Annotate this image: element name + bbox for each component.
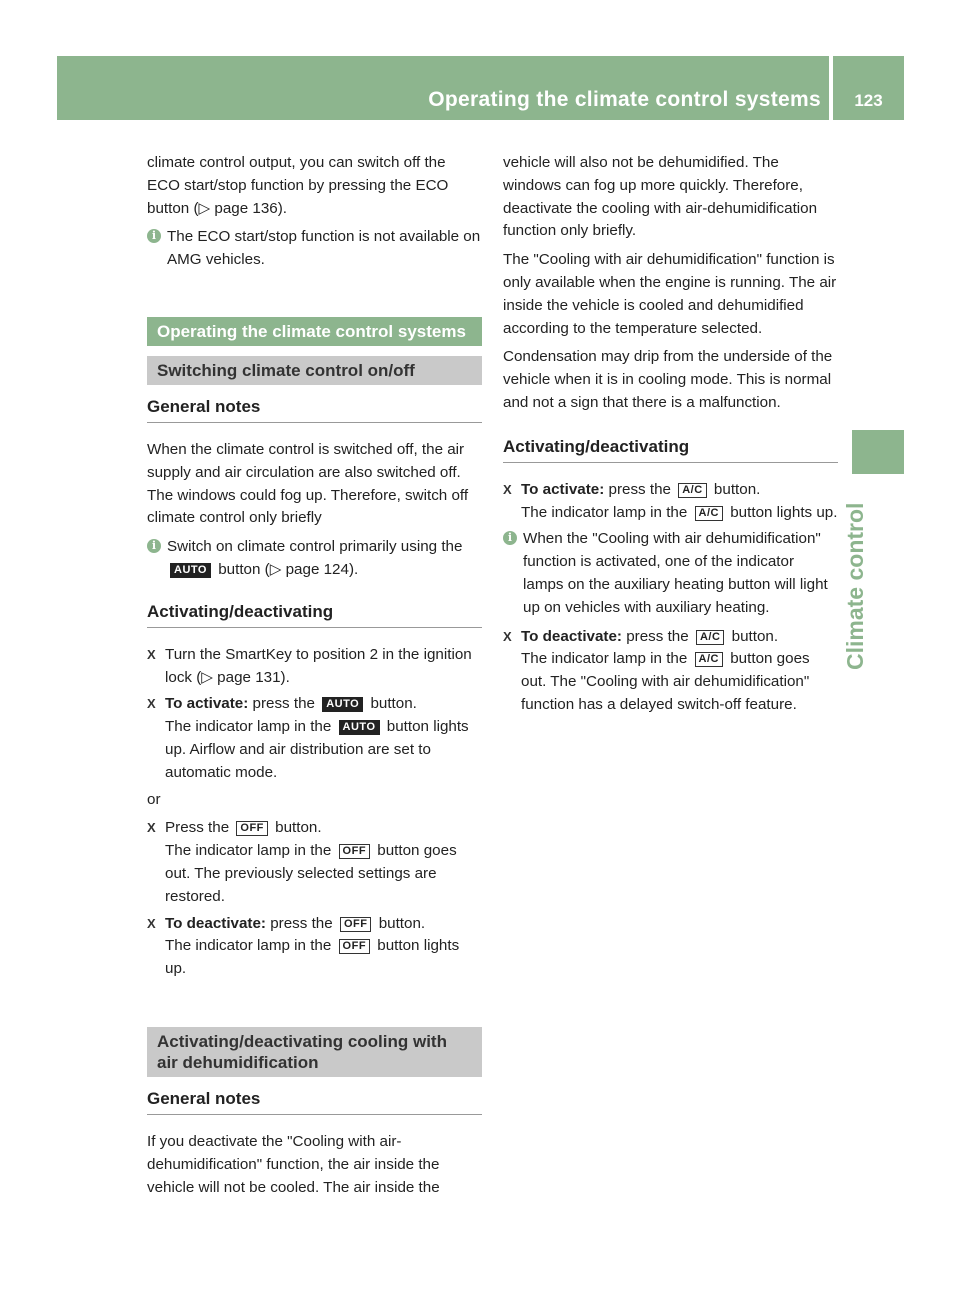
right-column: [503, 152, 838, 721]
subsection-title: Activating/deactivating cooling with air dehumidification: [147, 1027, 482, 1077]
general-notes-heading: General notes: [147, 395, 482, 423]
step-text: The indicator lamp in the: [521, 650, 688, 668]
intro-text: climate control output, you can switch off the ECO start/stop function by pressing the ECO button (▷ page 136).: [147, 154, 449, 217]
step-label: To activate:: [521, 480, 605, 498]
step-item: [503, 626, 838, 717]
step-text: button lights up.: [165, 937, 460, 978]
step-text: Press the: [165, 819, 230, 837]
step-item: [147, 817, 482, 908]
step-text: The indicator lamp in the: [165, 718, 332, 736]
info-icon: i: [147, 229, 161, 243]
step-text: Turn the SmartKey to position 2 in the ignition lock (▷ page 131).: [165, 645, 472, 686]
step-text: button.: [370, 695, 417, 713]
off-button-icon: OFF: [339, 939, 371, 954]
step-item: [147, 913, 482, 981]
step-arrow-icon: X: [503, 481, 512, 497]
step-text: press the: [252, 695, 315, 713]
step-text: button.: [713, 480, 761, 498]
step-text: button.: [378, 914, 426, 932]
section-title: Operating the climate control systems: [147, 317, 482, 346]
page-number: 123: [854, 91, 883, 110]
info-icon: i: [503, 531, 517, 545]
ac-button-icon: A/C: [678, 483, 706, 498]
info-note: [503, 528, 838, 619]
step-text: press the: [626, 627, 689, 645]
step-text: The indicator lamp in the: [521, 503, 688, 521]
info-text: When the "Cooling with air dehumidification" function is activated, one of the indicator lamps on the auxiliary heating button will light up on vehicles with auxiliary heating.: [523, 530, 828, 616]
page-title: Operating the climate control systems: [428, 88, 821, 111]
step-text: button goes out. The previously selected settings are restored.: [165, 842, 457, 905]
step-text: button.: [731, 627, 779, 645]
general-notes-text: When the climate control is switched off, the air supply and air circulation are also switched off. The windows could fog up. Therefore, switch off climate control only briefly: [147, 440, 469, 527]
paragraph: Condensation may drip from the underside of the vehicle when it is in cooling mode. This is normal and not a sign that there is a malfunction.: [503, 348, 833, 411]
or-text: or: [147, 790, 161, 808]
info-text-a: Switch on climate control primarily using the: [167, 538, 463, 556]
step-text: press the: [270, 914, 333, 932]
step-text: The indicator lamp in the: [165, 842, 332, 860]
chapter-label: Climate control: [842, 502, 868, 670]
step-text: button lights up.: [730, 503, 838, 521]
step-item: [147, 693, 482, 784]
step-arrow-icon: X: [147, 696, 156, 712]
step-text: button lights up. Airflow and air distribution are set to automatic mode.: [165, 718, 469, 781]
step-arrow-icon: X: [503, 628, 512, 644]
step-text: press the: [608, 480, 671, 498]
step-arrow-icon: X: [147, 646, 156, 662]
info-icon: i: [147, 539, 161, 553]
step-label: To deactivate:: [165, 914, 266, 932]
step-arrow-icon: X: [147, 915, 156, 931]
info-note: [147, 226, 482, 272]
general-notes-heading: General notes: [147, 1087, 482, 1115]
paragraph: vehicle will also not be dehumidified. The windows can fog up more quickly. Therefore, deactivate the cooling with air-dehumidification function only briefly.: [503, 154, 818, 240]
auto-button-icon: AUTO: [322, 697, 363, 712]
activating-heading: Activating/deactivating: [503, 435, 838, 463]
step-item: [503, 479, 838, 525]
auto-button-icon: AUTO: [339, 720, 380, 735]
subsection-title: Switching climate control on/off: [147, 356, 482, 385]
step-arrow-icon: X: [147, 820, 156, 836]
paragraph: The "Cooling with air dehumidification" function is only available when the engine is running. The air inside the vehicle is cooled and dehumidified according to the temperature selected.: [503, 251, 837, 337]
chapter-tab: [852, 430, 904, 474]
info-text: The ECO start/stop function is not available on AMG vehicles.: [167, 228, 481, 269]
general-notes-text: If you deactivate the "Cooling with air-dehumidification" function, the air inside the vehicle will not be cooled. The air inside the: [147, 1132, 440, 1196]
step-text: button goes out. The "Cooling with air dehumidification" function has a delayed switch-off feature.: [521, 650, 810, 713]
activating-heading: Activating/deactivating: [147, 600, 482, 628]
off-button-icon: OFF: [236, 821, 268, 836]
ac-button-icon: A/C: [695, 506, 723, 521]
left-column: [147, 152, 482, 1205]
info-text-b: button (▷ page 124).: [218, 560, 359, 578]
step-label: To deactivate:: [521, 627, 622, 645]
step-text: button.: [275, 819, 322, 837]
off-button-icon: OFF: [340, 917, 372, 932]
step-label: To activate:: [165, 695, 249, 713]
step-text: The indicator lamp in the: [165, 937, 332, 955]
ac-button-icon: A/C: [695, 652, 723, 667]
ac-button-icon: A/C: [696, 630, 724, 645]
info-note: [147, 536, 482, 582]
step-item: [147, 644, 482, 690]
auto-button-icon: AUTO: [170, 563, 211, 578]
off-button-icon: OFF: [339, 844, 371, 859]
